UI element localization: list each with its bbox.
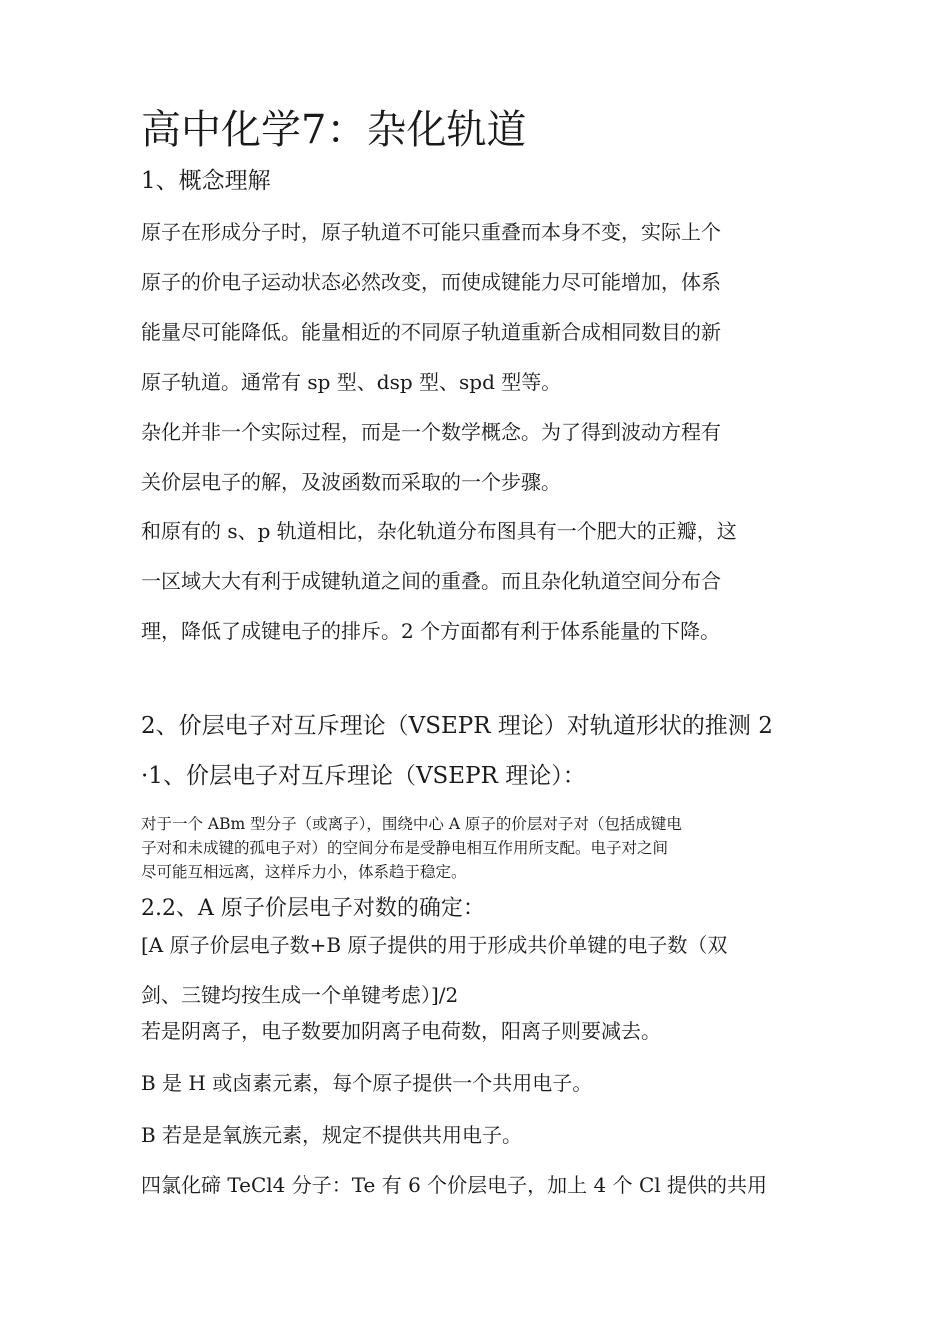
text-line: 子对和未成键的孤电子对）的空间分布是受静电相互作用所支配。电子对之间 (141, 839, 669, 857)
text-line: 原子的价电子运动状态必然改变，而使成键能力尽可能增加，体系 (141, 270, 721, 294)
text-line: 理，降低了成键电子的排斥。2 个方面都有利于体系能量的下降。 (141, 619, 721, 643)
text-line: 和原有的 s、p 轨道相比，杂化轨道分布图具有一个肥大的正瓣，这 (141, 519, 737, 543)
rule-hydrogen-halogen: B 是 H 或卤素元素，每个原子提供一个共用电子。 (141, 1071, 593, 1095)
text-line: 剑、三键均按生成一个单键考虑）]/2 (141, 983, 459, 1007)
section-2-heading-line-1: 2、价层电子对互斥理论（VSEPR 理论）对轨道形状的推测 2 (141, 713, 773, 739)
section-1-paragraph-1 (141, 207, 811, 407)
vsepr-definition-paragraph (141, 812, 811, 884)
rule-oxygen-family: B 若是是氧族元素，规定不提供共用电子。 (141, 1123, 523, 1147)
text-line: 尽可能互相远离，这样斥力小，体系趋于稳定。 (141, 863, 467, 881)
text-line: 原子轨道。通常有 sp 型、dsp 型、spd 型等。 (141, 370, 562, 394)
section-2-heading-line-2: ·1、价层电子对互斥理论（VSEPR 理论）： (141, 763, 586, 789)
text-line: [A 原子价层电子数+B 原子提供的用于形成共价单键的电子数（双 (141, 933, 728, 957)
text-line: 一区域大大有利于成键轨道之间的重叠。而且杂化轨道空间分布合 (141, 569, 721, 593)
document-title: 高中化学7：杂化轨道 (141, 107, 527, 153)
section-2-2-heading: 2.2、A 原子价层电子对数的确定： (141, 896, 485, 921)
text-line: 对于一个 ABm 型分子（或离子），围绕中心 A 原子的价层对子对（包括成键电 (141, 815, 682, 833)
text-line: 原子在形成分子时，原子轨道不可能只重叠而本身不变，实际上个 (141, 220, 721, 244)
section-1-paragraph-2 (141, 407, 811, 507)
electron-pair-formula (141, 920, 811, 1020)
text-line: 关价层电子的解，及波函数而采取的一个步骤。 (141, 470, 561, 494)
example-tecl4: 四氯化碲 TeCl4 分子：Te 有 6 个价层电子，加上 4 个 Cl 提供的共用 (141, 1173, 768, 1197)
section-1-heading: 1、概念理解 (141, 168, 271, 194)
section-1-paragraph-3 (141, 506, 811, 656)
text-line: 杂化并非一个实际过程，而是一个数学概念。为了得到波动方程有 (141, 420, 721, 444)
rule-anion-cation: 若是阴离子，电子数要加阴离子电荷数，阳离子则要减去。 (141, 1019, 661, 1043)
text-line: 能量尽可能降低。能量相近的不同原子轨道重新合成相同数目的新 (141, 320, 721, 344)
